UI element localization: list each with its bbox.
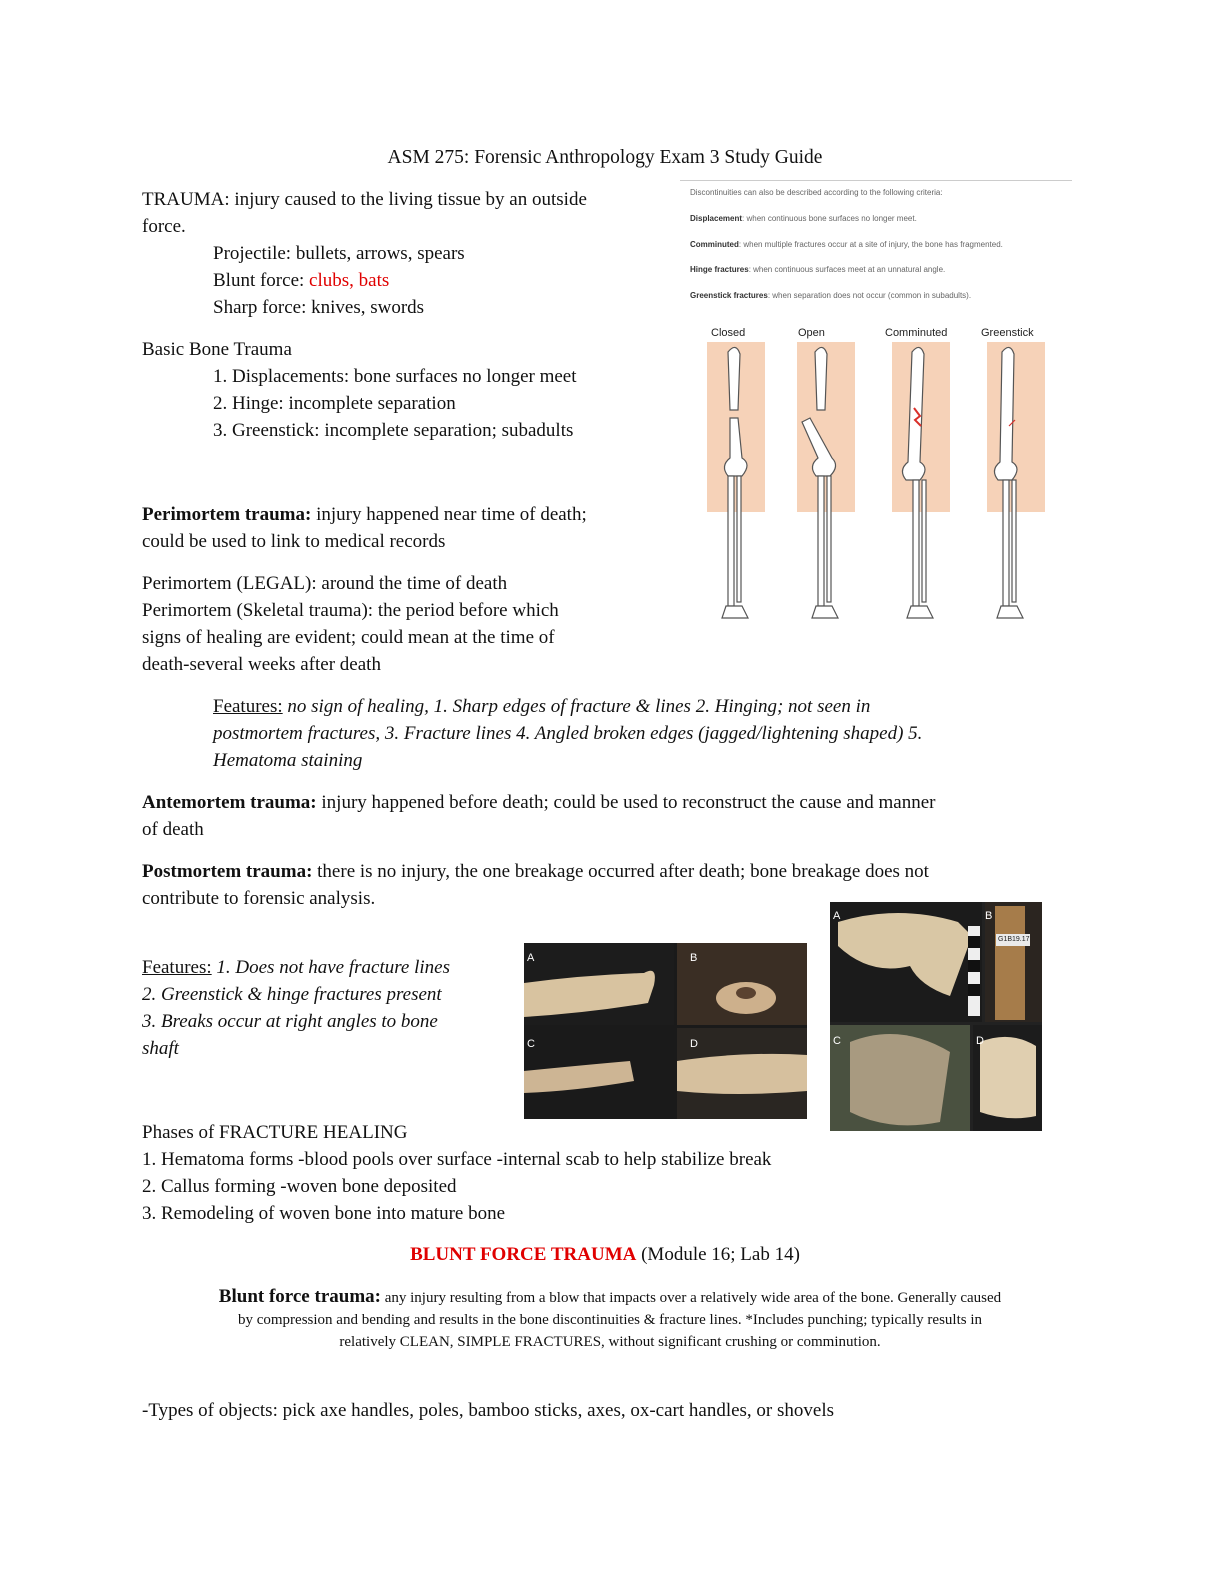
antemortem-section: Antemortem trauma: injury happened before death; could be used to reconstruct the cause and manner of death xyxy=(142,789,1082,843)
basic-item: 2. Hinge: incomplete separation xyxy=(213,393,456,414)
basic-item: 1. Displacements: bone surfaces no longer meet xyxy=(213,366,577,387)
skeletal-trauma-photos xyxy=(830,902,1042,1131)
blunt-force-definition: Blunt force trauma: any injury resulting from a blow that impacts over a relatively wide area of the bone. Generally caused by compression and bending and results in the bone discontinuities & fracture lines. *Includes punching; typically results in relatively CLEAN, SIMPLE FRACTURES, without significant crushing or comminution. xyxy=(140,1286,1080,1353)
trauma-term: TRAUMA xyxy=(142,189,225,210)
photo-right-label-c: C xyxy=(833,1035,841,1047)
photo-label-b: B xyxy=(690,952,698,964)
perimortem-features xyxy=(213,693,1073,774)
basic-item: 3. Greenstick: incomplete separation; subadults xyxy=(213,420,574,441)
photo-label-c: C xyxy=(527,1038,535,1050)
fracture-types-figure xyxy=(680,180,1072,626)
label-comminuted: Comminuted xyxy=(885,327,948,339)
trauma-def-line2: force. xyxy=(142,216,186,237)
blunt-force-heading xyxy=(0,1241,1210,1268)
label-open: Open xyxy=(798,327,825,339)
postmortem-section: Postmortem trauma: there is no injury, the one breakage occurred after death; bone breakage does not contribute to forensic analysis. xyxy=(142,858,1082,912)
legs-illustration xyxy=(680,180,1072,626)
basic-bone-trauma-section xyxy=(142,336,672,444)
pm-features-label: Features: xyxy=(142,957,212,978)
blunt-term: Blunt force trauma: xyxy=(218,1286,381,1307)
blunt-def-line2: by compression and bending and results in the bone discontinuities & fracture lines. *Includes punching; typically results in xyxy=(237,1312,983,1328)
blunt-label: Blunt force: xyxy=(213,270,310,291)
features-label: Features: xyxy=(213,696,283,717)
perimortem-skeletal-2: signs of healing are evident; could mean at the time of xyxy=(142,627,555,648)
trauma-definition xyxy=(142,186,672,213)
perimortem-legal-section xyxy=(142,570,672,678)
pm-features-line4: shaft xyxy=(142,1038,179,1059)
perimortem-skeletal-3: death-several weeks after death xyxy=(142,654,381,675)
blunt-examples: clubs, bats xyxy=(309,270,390,291)
perimortem-def-line2: could be used to link to medical records xyxy=(142,531,446,552)
figure-line-hinge: Hinge fractures: when continuous surfaces meet at an unnatural angle. xyxy=(690,265,946,274)
perimortem-section xyxy=(142,501,672,555)
photo-label-a: A xyxy=(527,952,535,964)
label-closed: Closed xyxy=(711,327,746,339)
postmortem-def-line2: contribute to forensic analysis. xyxy=(142,888,376,909)
figure-line-comminuted: Comminuted: when multiple fractures occur at a site of injury, the bone has fragmented. xyxy=(690,240,1003,249)
page-title: ASM 275: Forensic Anthropology Exam 3 Study Guide xyxy=(387,147,823,168)
healing-item: 1. Hematoma forms -blood pools over surface -internal scab to help stabilize break xyxy=(142,1149,772,1170)
blunt-objects: -Types of objects: pick axe handles, poles, bamboo sticks, axes, ox-cart handles, or shovels xyxy=(142,1400,834,1421)
postmortem-term: Postmortem trauma: xyxy=(142,861,313,882)
trauma-blunt xyxy=(142,267,672,294)
perimortem-term: Perimortem trauma: xyxy=(142,504,312,525)
fracture-healing-section xyxy=(142,1119,1082,1227)
healing-item: 3. Remodeling of woven bone into mature bone xyxy=(142,1203,506,1224)
pm-features-line3: 3. Breaks occur at right angles to bone xyxy=(142,1011,438,1032)
trauma-section xyxy=(142,186,672,321)
healing-item: 2. Callus forming -woven bone deposited xyxy=(142,1176,457,1197)
trauma-sharp: Sharp force: knives, swords xyxy=(213,297,425,318)
photo-right-label-b: B xyxy=(985,910,993,922)
basic-heading: Basic Bone Trauma xyxy=(142,339,292,360)
figure-intro: Discontinuities can also be described according to the following criteria: xyxy=(690,188,943,197)
antemortem-def-line2: of death xyxy=(142,819,204,840)
features-line2: postmortem fractures, 3. Fracture lines 4. Angled broken edges (jagged/lightening shaped) 5. xyxy=(213,723,923,744)
postmortem-bone-photos xyxy=(524,943,807,1119)
photo-right-label-d: D xyxy=(976,1035,984,1047)
healing-heading: Phases of FRACTURE HEALING xyxy=(142,1122,408,1143)
figure-line-displacement: Displacement: when continuous bone surfaces no longer meet. xyxy=(690,214,917,223)
photo-label-d: D xyxy=(690,1038,698,1050)
trauma-def-line1: : injury caused to the living tissue by an outside xyxy=(224,189,587,210)
pm-features-line2: 2. Greenstick & hinge fractures present xyxy=(142,984,442,1005)
figure-line-greenstick: Greenstick fractures: when separation does not occur (common in subadults). xyxy=(690,291,972,300)
specimen-tag: G1B19.17 xyxy=(998,936,1030,943)
blunt-heading-red: BLUNT FORCE TRAUMA xyxy=(410,1244,637,1265)
perimortem-skeletal-1: Perimortem (Skeletal trauma): the period before which xyxy=(142,600,559,621)
perimortem-definition: Perimortem trauma: injury happened near time of death; xyxy=(142,504,587,525)
postmortem-features: Features: 1. Does not have fracture lines 2. Greenstick & hinge fractures present 3. Breaks occur at right angles to bone shaft xyxy=(142,957,450,1059)
perimortem-legal: Perimortem (LEGAL): around the time of death xyxy=(142,573,508,594)
photo-right-label-a: A xyxy=(833,910,841,922)
blunt-heading-rest: (Module 16; Lab 14) xyxy=(636,1244,800,1265)
blunt-def-line3: relatively CLEAN, SIMPLE FRACTURES, without significant crushing or comminution. xyxy=(339,1334,881,1350)
antemortem-term: Antemortem trauma: xyxy=(142,792,317,813)
trauma-projectile: Projectile: bullets, arrows, spears xyxy=(213,243,465,264)
label-greenstick: Greenstick xyxy=(981,327,1034,339)
features-line1: no sign of healing, 1. Sharp edges of fracture & lines 2. Hinging; not seen in xyxy=(282,696,871,717)
features-line3: Hematoma staining xyxy=(213,750,363,771)
